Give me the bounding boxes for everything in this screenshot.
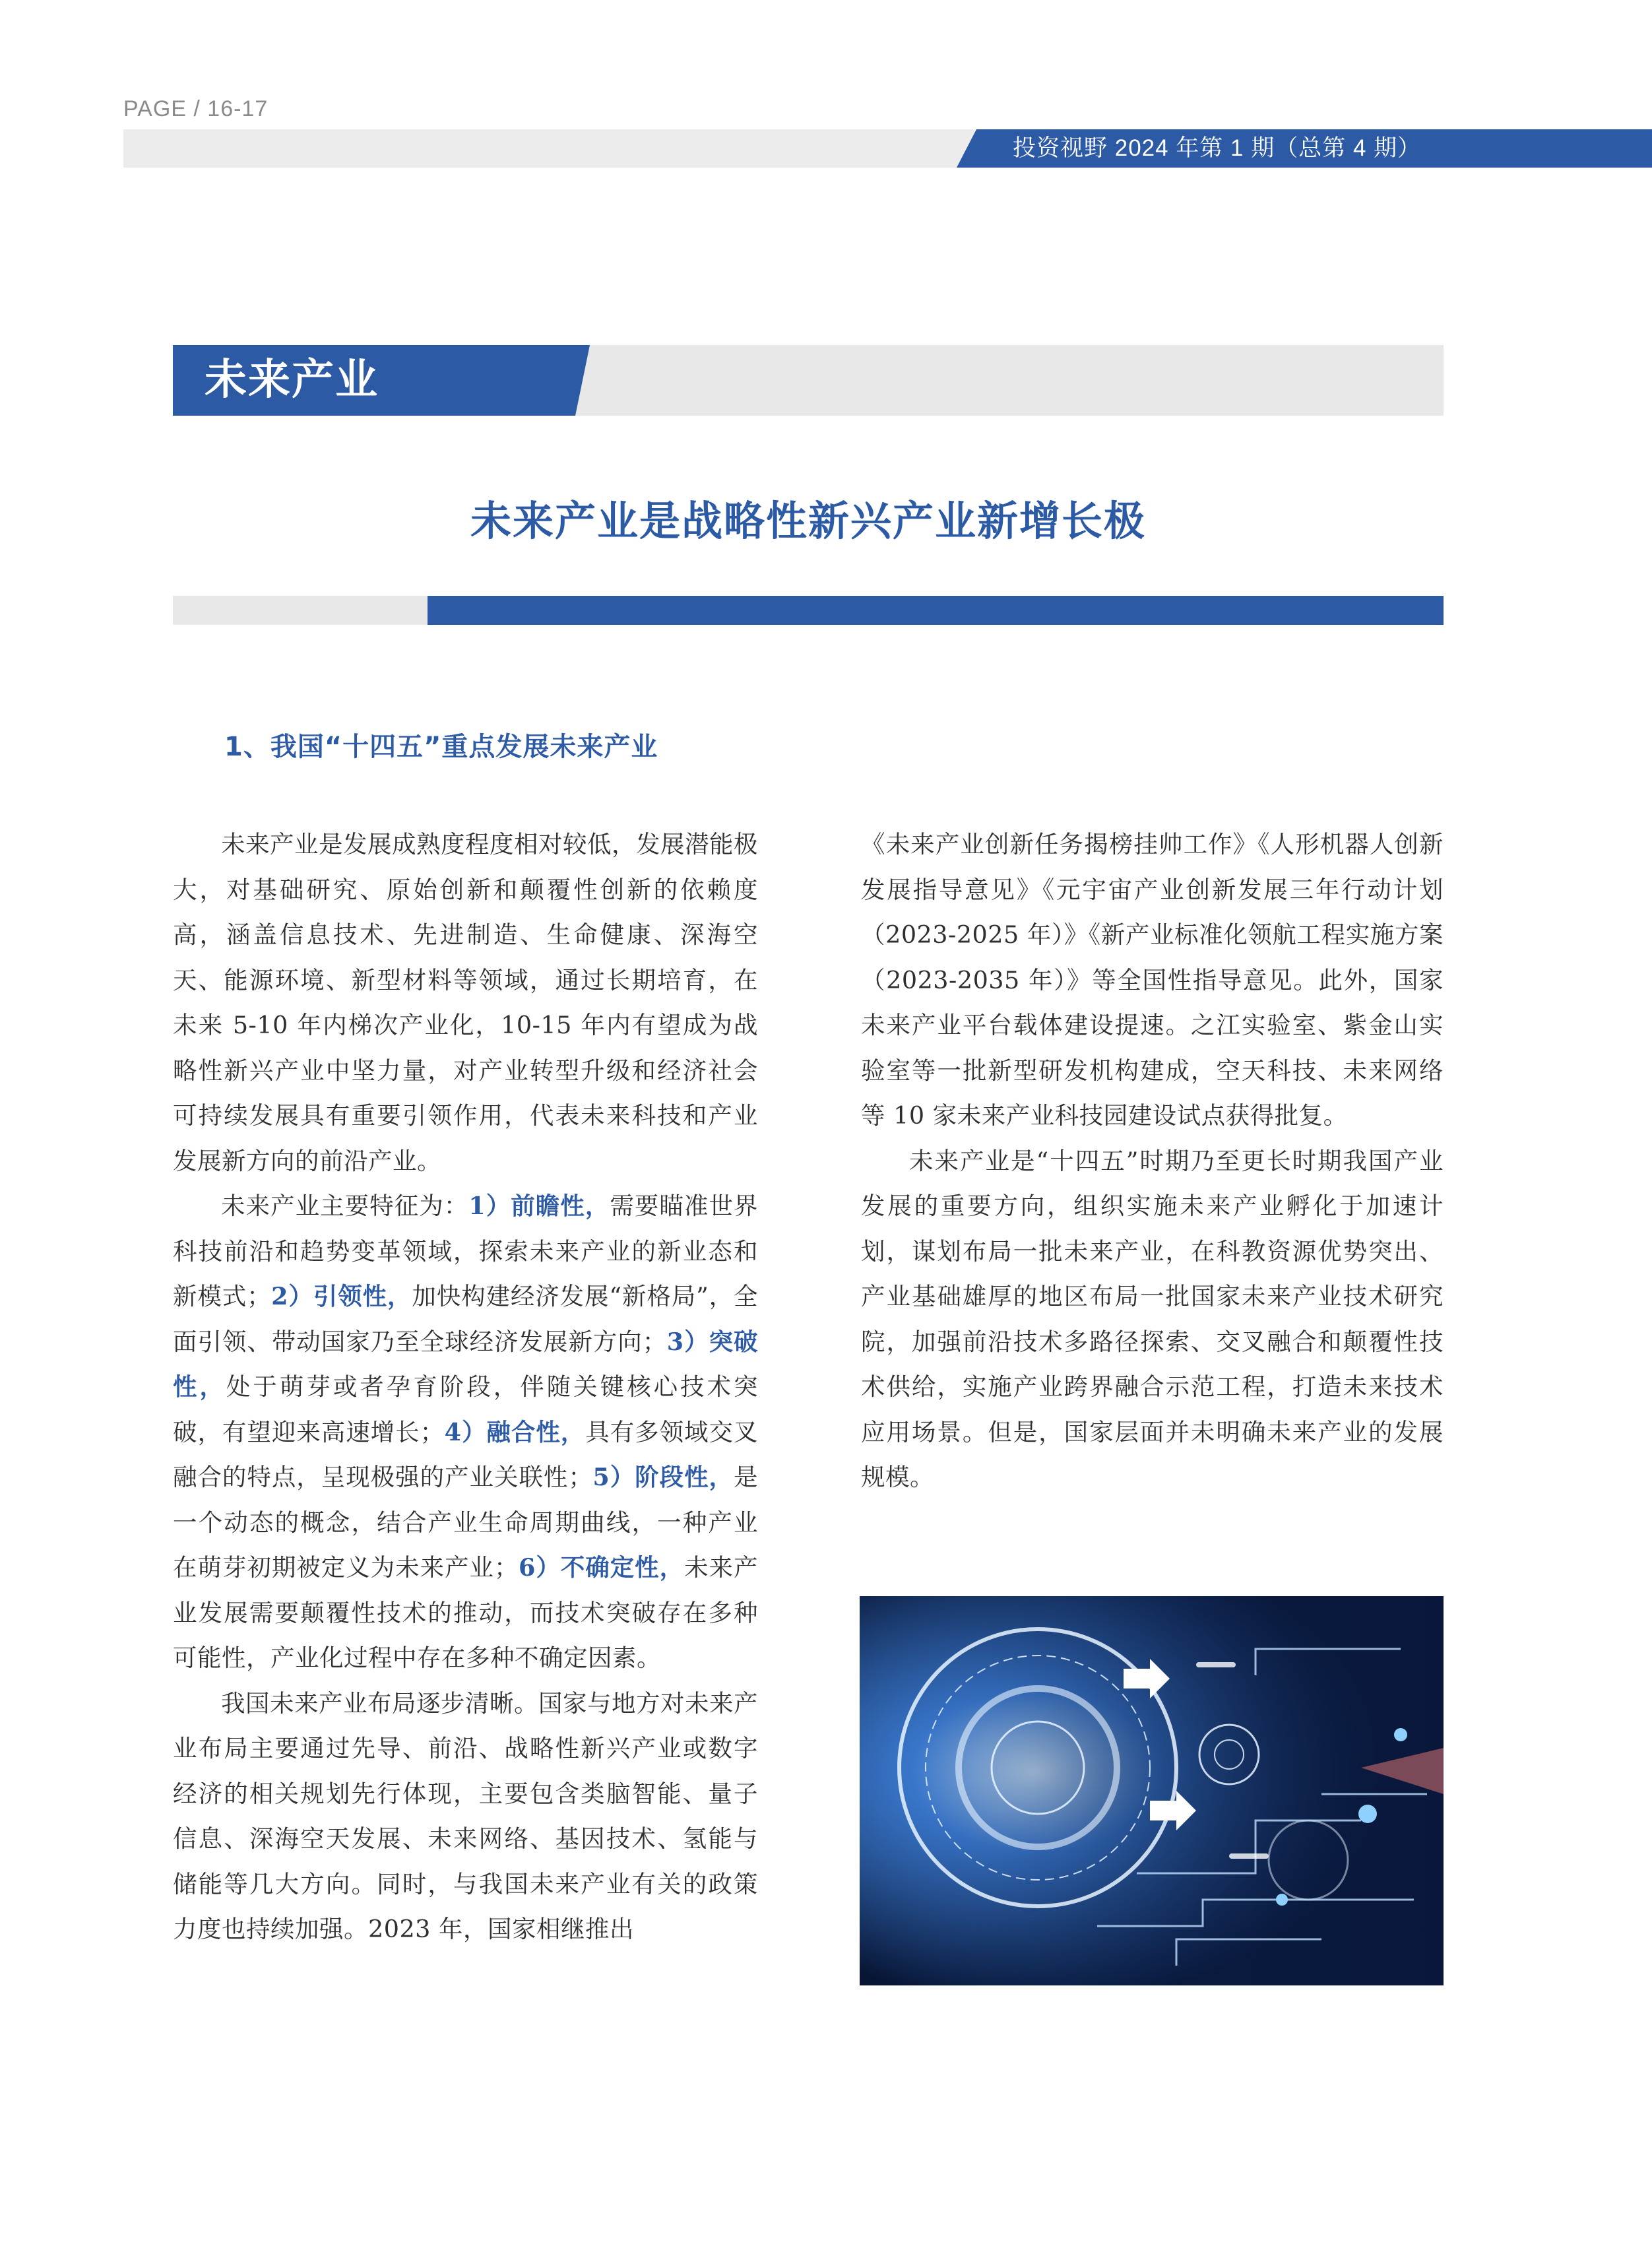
feature-breakthrough: 3）突破性， [173,1327,758,1401]
article-title: 未来产业是战略性新兴产业新增长极 [470,497,1146,545]
feature-text-2: 加快构建经济发展“新格局”，全面引领、带动国家乃至全球经济发展新方向； [173,1282,758,1356]
paragraph-definition: 未来产业是发展成熟度程度相对较低，发展潜能极大，对基础研究、原始创新和颠覆性创新的依赖度高，涵盖信息技术、先进制造、生命健康、深海空天、能源环境、新型材料等领域，通过长期培育，在未来 5-10 年内梯次产业化，10-15 年内有望成为战略性新兴产业中坚力量，对产业转型升级和经济社会可持续发展具有重要引领作用，代表未来科技和产业发展新方向的前沿产业。 [173,830,758,1175]
issue-label: 投资视野 2024 年第 1 期（总第 4 期） [1013,135,1422,161]
features-intro: 未来产业主要特征为： [221,1192,469,1220]
right-column [861,822,1444,1500]
left-column [173,822,758,1952]
tech-illustration-image [860,1596,1444,1985]
feature-forward-looking: 1）前瞻性， [468,1192,610,1220]
feature-leading: 2）引领性， [271,1282,412,1310]
feature-text-5: 是一个动态的概念，结合产业生命周期曲线，一种产业在萌芽初期被定义为未来产业； [173,1463,758,1582]
paragraph-layout: 我国未来产业布局逐步清晰。国家与地方对未来产业布局主要通过先导、前沿、战略性新兴产业或数字经济的相关规划先行体现，主要包含类脑智能、量子信息、深海空天发展、未来网络、基因技术、氢能与储能等几大方向。同时，与我国未来产业有关的政策力度也持续加强。2023 年，国家相继推出 [173,1689,758,1943]
feature-text-6: 未来产业发展需要颠覆性技术的推动，而技术突破存在多种可能性，产业化过程中存在多种不确定因素。 [173,1553,758,1672]
header-grey-bar [123,129,974,168]
feature-text-1: 需要瞄准世界科技前沿和趋势变革领域，探索未来产业的新业态和新模式； [173,1192,759,1310]
section-label: 未来产业 [205,356,379,404]
section-subheading: 1、我国“十四五”重点发展未来产业 [224,732,658,762]
title-underline-grey [173,596,428,625]
feature-text-4: 具有多领域交叉融合的特点，呈现极强的产业关联性； [173,1417,759,1491]
paragraph-direction: 未来产业是“十四五”时期乃至更长时期我国产业发展的重要方向，组织实施未来产业孵化于加速计划，谋划布局一批未来产业，在科教资源优势突出、产业基础雄厚的地区布局一批国家未来产业技术研究院，加强前沿技术多路径探索、交叉融合和颠覆性技术供给，实施产业跨界融合示范工程，打造未来技术应用场景。但是，国家层面并未明确未来产业的发展规模。 [861,1146,1444,1491]
paragraph-features [173,1184,758,1681]
paragraph-layout-continued: 《未来产业创新任务揭榜挂帅工作》《人形机器人创新发展指导意见》《元宇宙产业创新发展三年行动计划（2023-2025 年）》《新产业标准化领航工程实施方案（2023-2035 年）》等全国性指导意见。此外，国家未来产业平台载体建设提速。之江实验室、紫金山实验室等一批新型研发机构建成，空天科技、未来网络等 10 家未来产业科技园建设试点获得批复。 [861,830,1444,1130]
page-number: PAGE / 16-17 [123,96,269,121]
feature-uncertainty: 6）不确定性， [518,1553,685,1582]
feature-text-3: 处于萌芽或者孕育阶段，伴随关键核心技术突破，有望迎来高速增长； [173,1372,759,1446]
title-underline-blue [428,596,1444,625]
feature-integration: 4）融合性， [444,1417,586,1446]
feature-stage: 5）阶段性， [592,1463,734,1491]
